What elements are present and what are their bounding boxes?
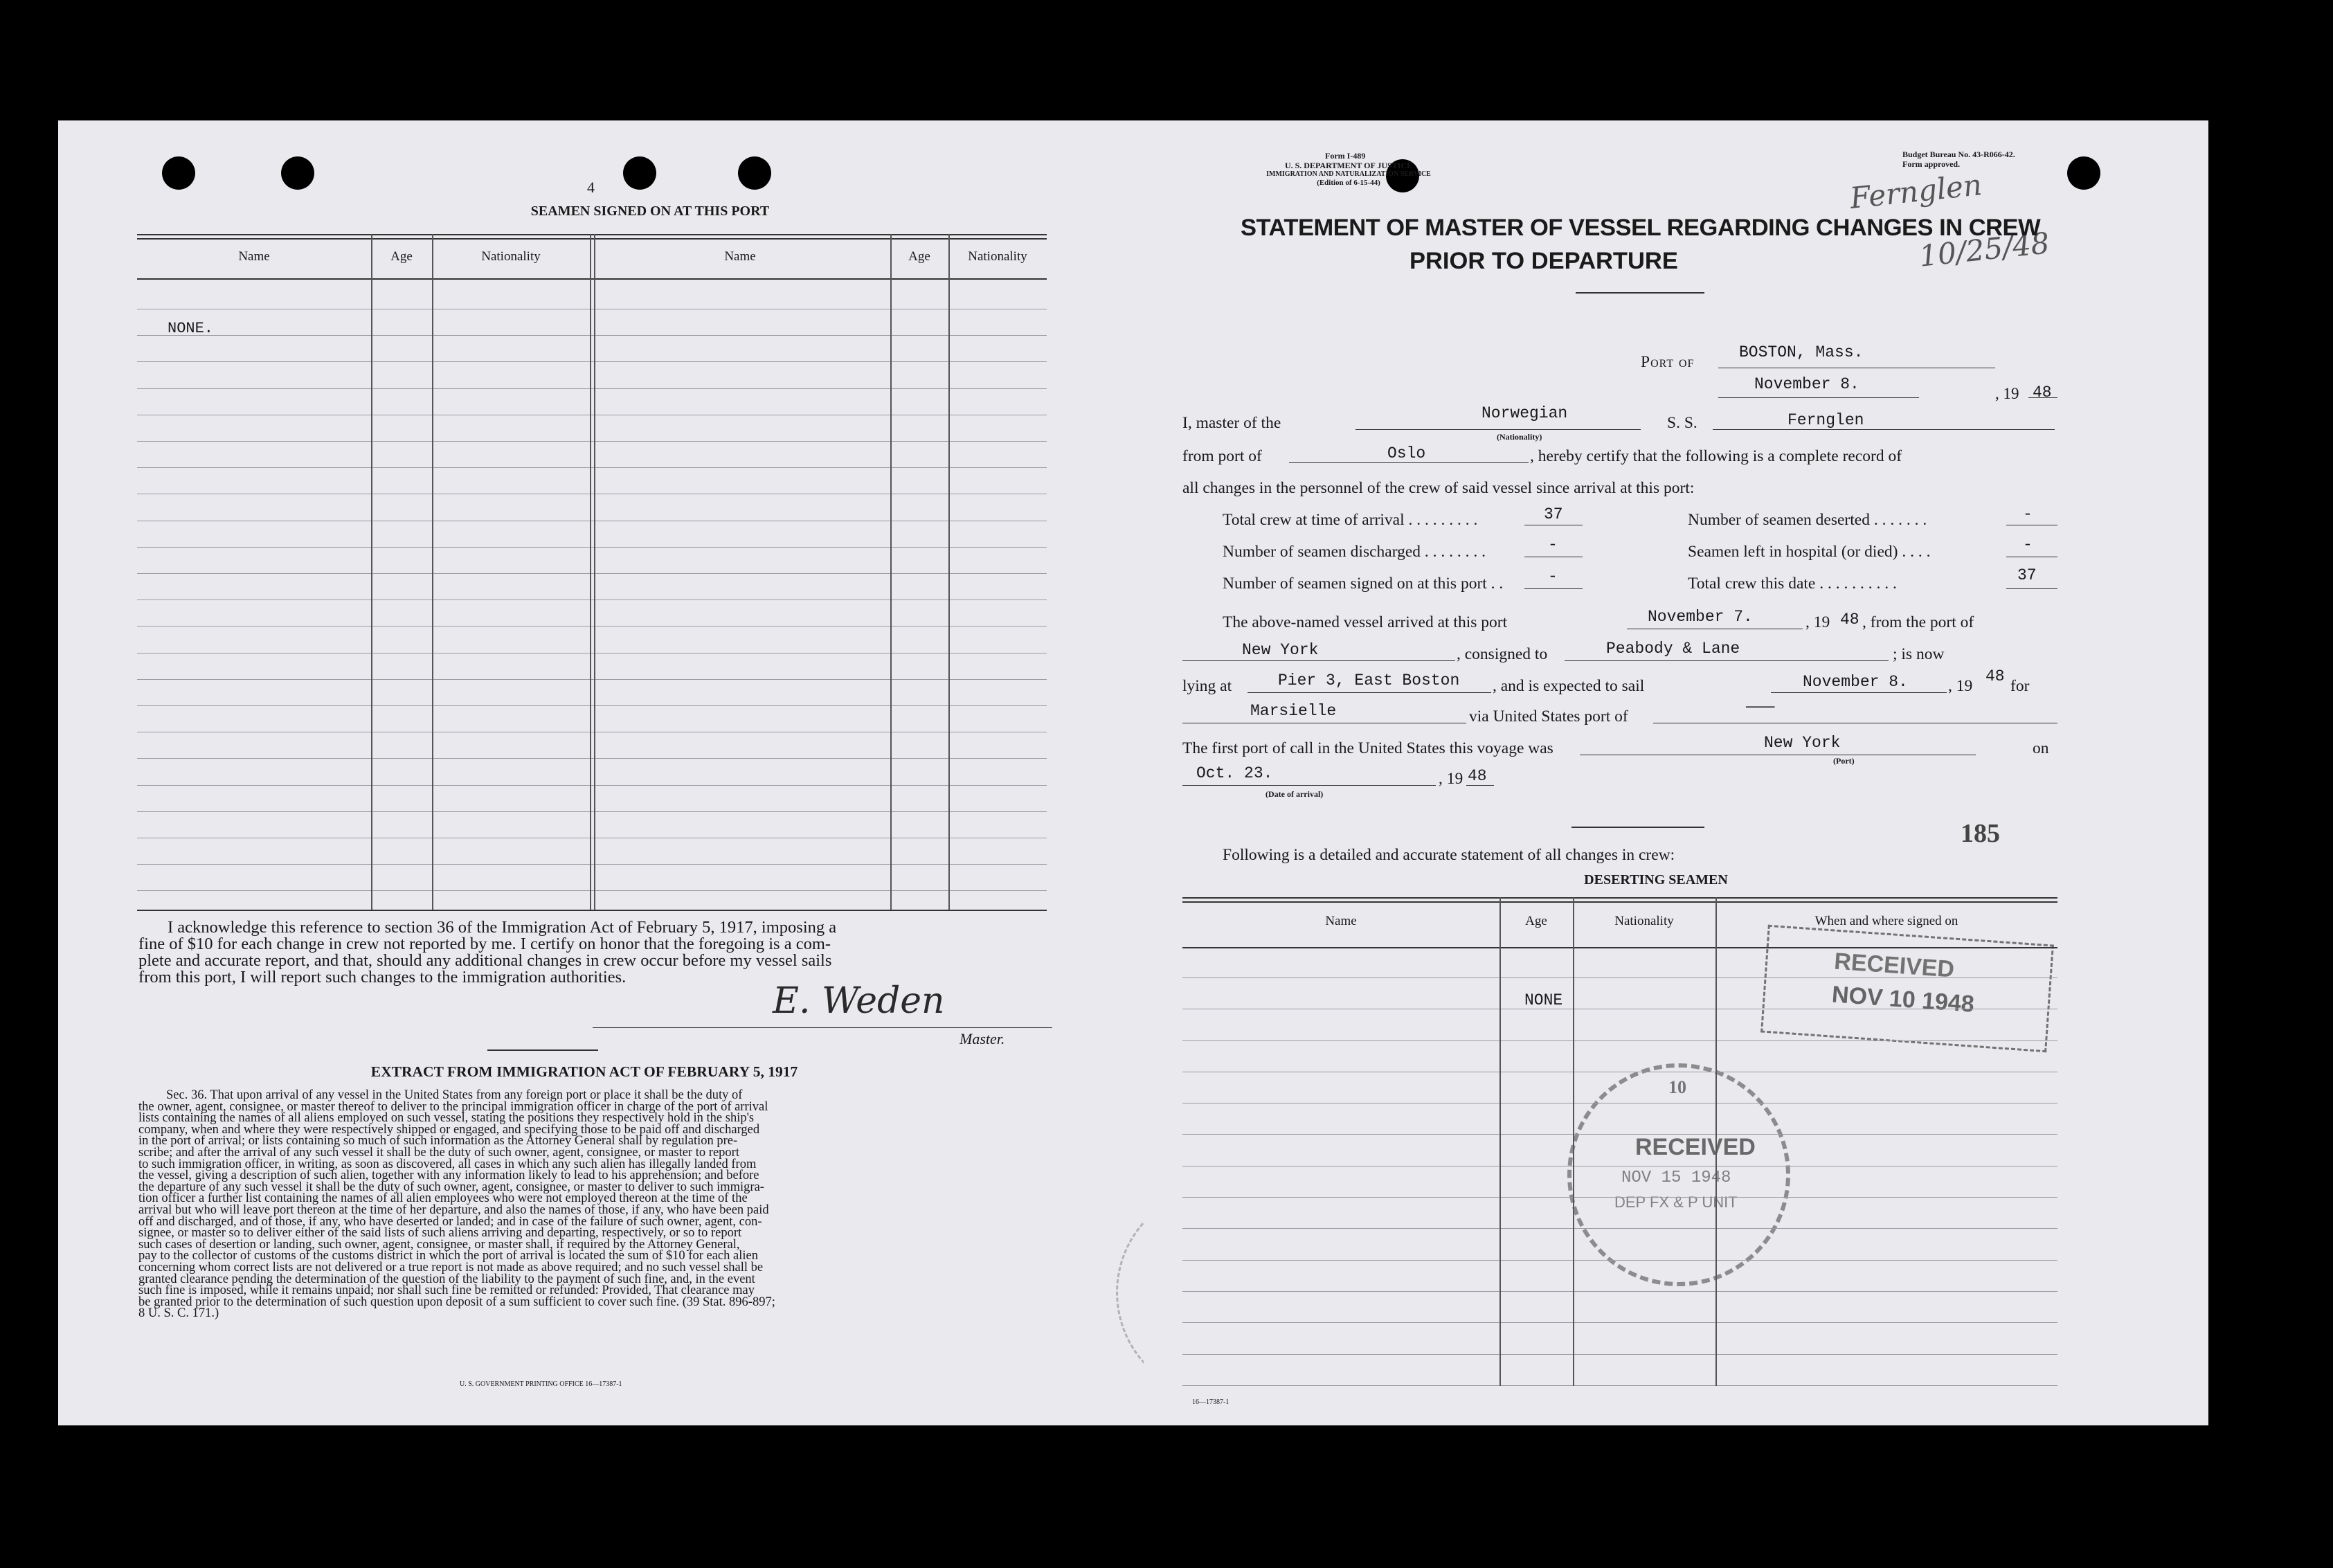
- table-column-header: Age: [1525, 914, 1547, 928]
- extract-line: 8 U. S. C. 171.): [138, 1306, 219, 1321]
- arrived-year: 48: [1840, 611, 1859, 629]
- year-value: 48: [2033, 384, 2052, 402]
- sail-year-prefix: , 19: [1948, 677, 1973, 695]
- table-row-line: [137, 361, 1047, 362]
- table-column-line: [890, 234, 892, 910]
- deserted-label: Number of seamen deserted . . . . . . .: [1688, 511, 1927, 529]
- table-entry: NONE.: [168, 320, 214, 337]
- table-row-line: [137, 547, 1047, 548]
- extract-line: Sec. 36. That upon arrival of any vessel in the United States from any foreign port or place it shall be the duty of: [166, 1088, 743, 1102]
- via-value: ———: [1746, 698, 1775, 716]
- divider: [1571, 827, 1704, 828]
- title-divider: [1576, 292, 1704, 294]
- extract-line: concerning whom correct lists are not delivered or a true report is not made as above required; and no such vessel shall be: [138, 1260, 764, 1274]
- divider: [487, 1049, 598, 1051]
- printing-office: U. S. GOVERNMENT PRINTING OFFICE 16—17387-1: [460, 1380, 622, 1388]
- table-top-rule: [1182, 901, 2057, 903]
- sail-date: November 8.: [1803, 673, 1908, 691]
- table-row-line: [1182, 1040, 2057, 1041]
- deserted-value: -: [2023, 505, 2033, 523]
- extract-title: EXTRACT FROM IMMIGRATION ACT OF FEBRUARY 5, 1917: [370, 1063, 798, 1080]
- edition: (Edition of 6-15-44): [1317, 179, 1380, 187]
- form-approved: Form approved.: [1902, 159, 1961, 169]
- table-column-header: Age: [390, 249, 413, 264]
- for-label: for: [2010, 677, 2030, 695]
- discharged-value: -: [1548, 536, 1558, 554]
- extract-line: granted clearance pending the determination of the question of the liability to the payment of such fine, and, in the event: [138, 1272, 755, 1286]
- table-row-line: [137, 467, 1047, 468]
- is-now-label: ; is now: [1893, 645, 1945, 663]
- table-row-line: [1182, 1260, 2057, 1261]
- nationality-caption: (Nationality): [1497, 432, 1542, 442]
- field-line: [1713, 429, 2055, 430]
- field-line: [1771, 692, 1947, 693]
- left-page: [58, 120, 1144, 1425]
- lying-at: Pier 3, East Boston: [1278, 672, 1460, 690]
- signature-caption: Master.: [960, 1030, 1005, 1047]
- arrived-year-prefix: , 19: [1805, 613, 1830, 631]
- signed-on-value: -: [1548, 568, 1558, 586]
- hospital-label: Seamen left in hospital (or died) . . . .: [1688, 543, 1931, 561]
- table-row-line: [137, 626, 1047, 627]
- following-text: Following is a detailed and accurate statement of all changes in crew:: [1223, 846, 1675, 864]
- extract-line: lists containing the names of all aliens employed on such vessel, stating the positions they respectively hold in the ship's: [138, 1111, 755, 1126]
- lying-label: lying at: [1182, 677, 1232, 695]
- received-stamp: RECEIVED NOV 10 1948: [1760, 925, 2054, 1052]
- nationality-value: Norwegian: [1481, 404, 1568, 422]
- department: U. S. DEPARTMENT OF JUSTICE: [1284, 161, 1413, 170]
- table-bottom-rule: [137, 910, 1047, 911]
- punch-hole: [623, 156, 656, 190]
- round-received-stamp: 10 RECEIVED NOV 15 1948 DEP FX & P UNIT: [1567, 1063, 1790, 1286]
- extract-line: such fine is imposed, while it remains unpaid; nor shall such fine be remitted or refunded: Provided, That clearance may: [138, 1283, 755, 1298]
- hospital-value: -: [2023, 536, 2033, 554]
- field-line: [2028, 397, 2057, 398]
- table-column-line: [1573, 897, 1574, 1386]
- table-column-line: [1499, 897, 1501, 1386]
- table-row-line: [137, 811, 1047, 812]
- total-crew-arrival-value: 37: [1544, 505, 1563, 523]
- field-line: [1355, 429, 1641, 430]
- deserting-entry: NONE: [1524, 991, 1563, 1009]
- extract-line: the departure of any such vessel it shall be the duty of such owner, agent, consignee, or master to deliver to such immigra-: [138, 1180, 764, 1194]
- extract-line: tion officer a further list containing the names of all alien employees who were not employed thereon at the time of the: [138, 1191, 748, 1206]
- discharged-label: Number of seamen discharged . . . . . . . .: [1223, 543, 1486, 561]
- table-column-line: [590, 234, 591, 910]
- table-header-rule: [137, 278, 1047, 280]
- consignee: Peabody & Lane: [1606, 640, 1740, 658]
- table-row-line: [1182, 1197, 2057, 1198]
- table-row-line: [137, 653, 1047, 654]
- punch-hole: [2067, 156, 2100, 190]
- table-column-line: [432, 234, 433, 910]
- arrived-date: November 7.: [1648, 608, 1753, 626]
- total-crew-arrival-label: Total crew at time of arrival . . . . . . . . .: [1223, 511, 1478, 529]
- table-row-line: [137, 388, 1047, 389]
- page-number: 4: [587, 179, 595, 196]
- table-row-line: [1182, 977, 2057, 978]
- table-row-line: [1182, 1385, 2057, 1386]
- signature-line: [593, 1027, 1052, 1028]
- table-row-line: [137, 864, 1047, 865]
- expected-label: , and is expected to sail: [1493, 677, 1645, 695]
- field-line: [1524, 588, 1583, 589]
- footer-code: 16—17387-1: [1192, 1398, 1229, 1406]
- date-value: November 8.: [1754, 375, 1859, 393]
- via-label: via United States port of: [1469, 708, 1628, 726]
- acknowledgment-text: I acknowledge this reference to section 36 of the Immigration Act of February 5, 1917, imposing a fine of $10 for each change in crew not reported by me. I certify on honor that the foregoing is a com- plete and accurate report, and that, should any additional changes in crew occur before my vessel sails from this port, I will report such changes to the immigration authorities.: [138, 918, 837, 986]
- table-column-header: Nationality: [1614, 914, 1674, 928]
- table-column-line: [948, 234, 950, 910]
- table-row-line: [137, 441, 1047, 442]
- first-port-value: New York: [1764, 734, 1841, 752]
- section-title: SEAMEN SIGNED ON AT THIS PORT: [530, 204, 770, 219]
- field-line: [1182, 785, 1436, 786]
- extract-line: such cases of desertion or landing, such owner, agent, consignee, or master shall, if required by the Attorney General,: [138, 1237, 740, 1252]
- extract-line: the owner, agent, consignee, or master thereof to deliver to the principal immigration officer in charge of the port of arrival: [138, 1099, 768, 1114]
- field-line: [1565, 660, 1889, 661]
- extract-line: company, when and where they were respectively shipped or engaged, and specifying those to be paid off and discharged: [138, 1122, 760, 1137]
- port-label: Port of: [1641, 353, 1695, 371]
- total-this-date-value: 37: [2017, 566, 2037, 584]
- table-column-header: Nationality: [481, 249, 541, 264]
- port-value: BOSTON, Mass.: [1739, 343, 1864, 361]
- table-column-header: Name: [1325, 914, 1357, 928]
- table-row-line: [1182, 1228, 2057, 1229]
- consigned-label: , consigned to: [1457, 645, 1548, 663]
- form-title: STATEMENT OF MASTER OF VESSEL REGARDING CHANGES IN CREW: [1241, 215, 2041, 241]
- signed-on-label: Number of seamen signed on at this port . .: [1223, 575, 1504, 593]
- from-port-of-label: , from the port of: [1862, 613, 1974, 631]
- table-column-header: When and where signed on: [1814, 914, 1958, 928]
- date-caption: (Date of arrival): [1265, 789, 1324, 799]
- table-column-line: [371, 234, 372, 910]
- table-top-rule: [1182, 897, 2057, 899]
- extract-line: arrival but who will leave port thereon at the time of her departure, and also the names of those, if any, who have been paid: [138, 1202, 769, 1217]
- first-port-date: Oct. 23.: [1196, 764, 1273, 782]
- on-label: on: [2033, 739, 2049, 757]
- punch-hole: [281, 156, 314, 190]
- table-row-line: [1182, 1322, 2057, 1323]
- ship-name: Fernglen: [1787, 411, 1864, 429]
- table-column-header: Name: [238, 249, 270, 264]
- handwritten-date: 10/25/48: [1917, 226, 2051, 273]
- first-port-year: 48: [1468, 767, 1487, 785]
- table-row-line: [1182, 1134, 2057, 1135]
- table-row-line: [137, 679, 1047, 680]
- punch-hole: [162, 156, 195, 190]
- form-number: Form I-489: [1325, 151, 1366, 161]
- table-header-rule: [1182, 947, 2057, 948]
- stamp-number: 185: [1961, 819, 2000, 848]
- sail-year: 48: [1985, 667, 2005, 685]
- right-page: [1144, 120, 2208, 1425]
- extract-line: be granted prior to the determination of such question upon deposit of a sum sufficient to cover such fine. (39 Stat. 896-897;: [138, 1295, 775, 1309]
- table-row-line: [137, 705, 1047, 706]
- field-line: [1466, 785, 1494, 786]
- table-column-header: Name: [724, 249, 756, 264]
- table-top-rule: [137, 234, 1047, 235]
- extract-line: off and discharged, and of those, if any, who have deserted or landed; and in case of the failure of such owner, agent, con-: [138, 1214, 762, 1229]
- field-line: [1718, 397, 1919, 398]
- extract-line: pay to the collector of customs of the customs district in which the port of arrival is located the sum of $10 for each alien: [138, 1249, 758, 1263]
- year-prefix: , 19: [1995, 385, 2019, 402]
- from-port-label: from port of: [1182, 447, 1262, 465]
- deserting-title: DESERTING SEAMEN: [1584, 872, 1728, 887]
- certify-text: , hereby certify that the following is a complete record of: [1530, 447, 1902, 465]
- table-row-line: [1182, 1354, 2057, 1355]
- table-row-line: [137, 573, 1047, 574]
- first-port-label: The first port of call in the United States this voyage was: [1182, 739, 1553, 757]
- master-signature: E. Weden: [773, 980, 945, 1022]
- field-line: [1289, 462, 1529, 463]
- table-row-line: [1182, 1291, 2057, 1292]
- extract-line: signee, or master so to deliver either of the said lists of such aliens arriving and departing, respectively, or so to report: [138, 1226, 742, 1241]
- field-line: [1182, 660, 1455, 661]
- table-column-header: Nationality: [968, 249, 1027, 264]
- total-this-date-label: Total crew this date . . . . . . . . . .: [1688, 575, 1897, 593]
- field-line: [2006, 588, 2057, 589]
- form-subtitle: PRIOR TO DEPARTURE: [1409, 248, 1678, 274]
- table-column-line: [594, 234, 595, 910]
- table-top-rule: [137, 238, 1047, 240]
- table-column-header: Age: [908, 249, 930, 264]
- extract-line: scribe; and after the arrival of any such vessel it shall be the duty of such owner, agent, consignee, or master to report: [138, 1145, 739, 1160]
- handwritten-note: Fernglen: [1848, 168, 1984, 215]
- table-row-line: [137, 335, 1047, 336]
- master-label: I, master of the: [1182, 414, 1281, 432]
- extract-line: the vessel, giving a description of such alien, together with any information likely to lead to his apprehension; and before: [138, 1169, 759, 1183]
- from-port-value: Oslo: [1387, 444, 1426, 462]
- service: IMMIGRATION AND NATURALIZATION SERVICE: [1266, 170, 1431, 178]
- field-line: [1247, 692, 1491, 693]
- first-port-year-prefix: , 19: [1439, 770, 1463, 788]
- budget-bureau: Budget Bureau No. 43-R066-42.: [1902, 150, 2015, 159]
- ss-label: S. S.: [1667, 414, 1697, 432]
- table-column-line: [1715, 897, 1717, 1386]
- destination: Marsielle: [1250, 702, 1337, 720]
- table-row-line: [137, 890, 1047, 891]
- arrived-from: New York: [1242, 641, 1319, 659]
- table-row-line: [137, 785, 1047, 786]
- all-changes-text: all changes in the personnel of the crew of said vessel since arrival at this port:: [1182, 479, 1695, 497]
- punch-hole: [738, 156, 771, 190]
- arrived-label: The above-named vessel arrived at this port: [1223, 613, 1508, 631]
- extract-line: in the port of arrival; or lists containing so much of such information as the Attorney General shall by regulation pre-: [138, 1134, 738, 1148]
- table-row-line: [137, 758, 1047, 759]
- extract-text: [138, 1090, 775, 1319]
- extract-line: to such immigration officer, in writing, as soon as discovered, all cases in which any such alien has illegally landed from: [138, 1157, 757, 1171]
- port-caption: (Port): [1833, 756, 1855, 766]
